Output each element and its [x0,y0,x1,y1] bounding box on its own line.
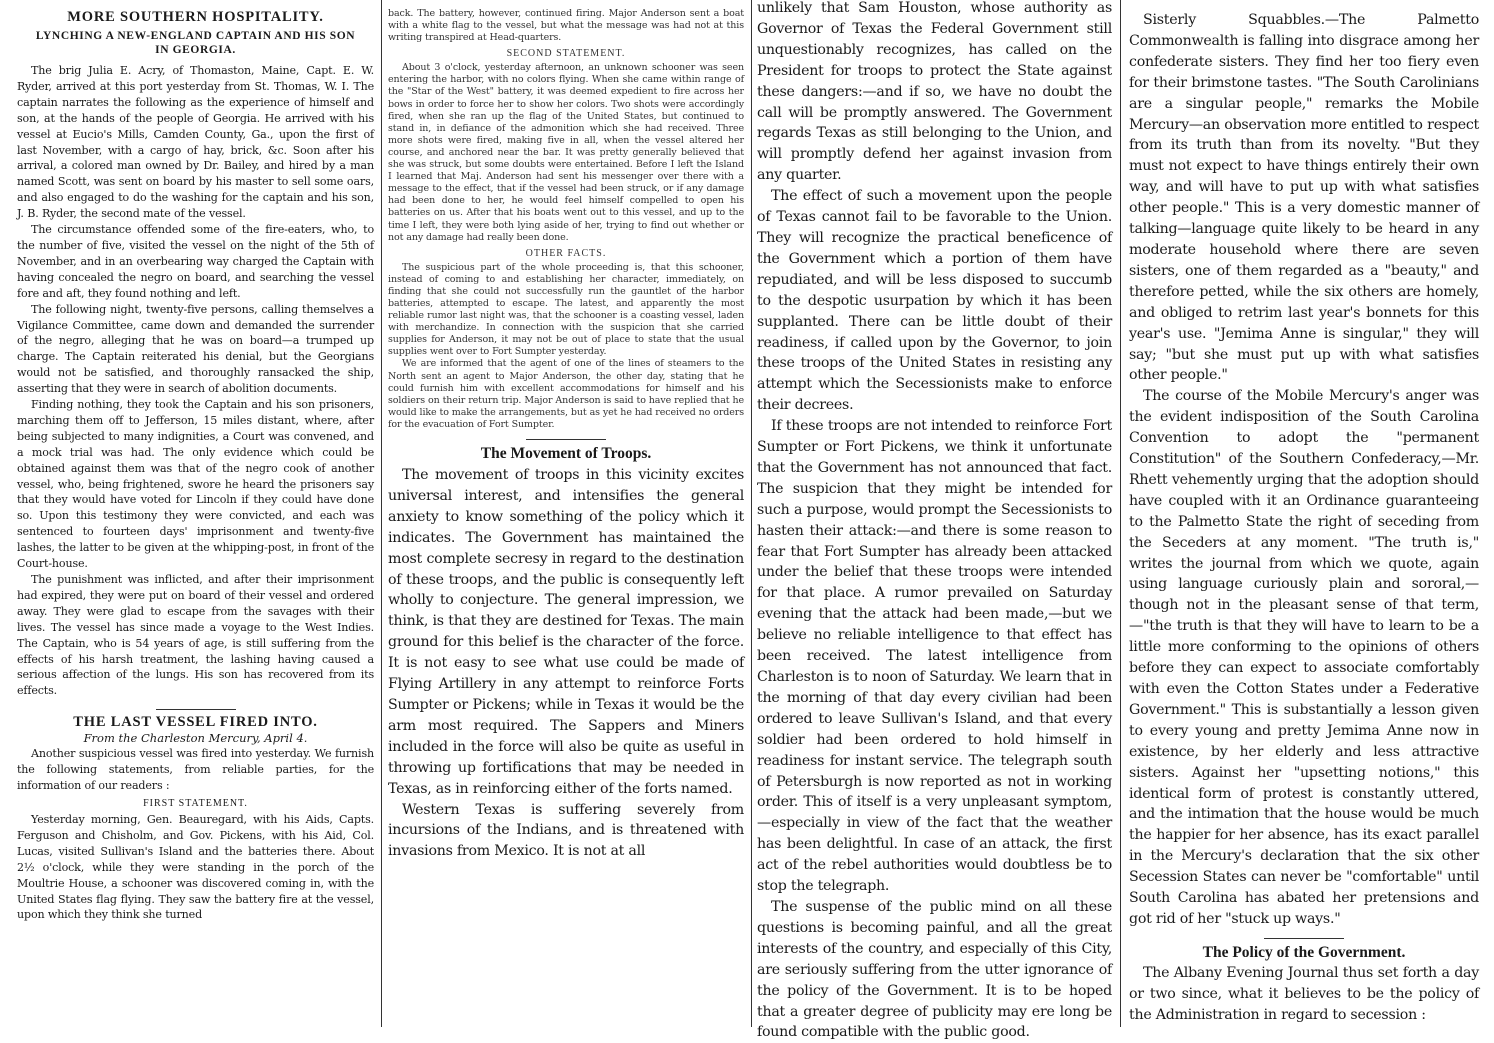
paragraph: We are informed that the agent of one of the lines of steamers to the North sent an agent to Major Anderson, the other day, stating that he could furnish him with excellent accommodations for himself and his soldiers on their return trip. Major Anderson is said to have replied that he would like to make the arrangements, but as yet he had received no orders for the evacuation of Fort Sumpter. [388,358,744,430]
article-title-last-vessel: THE LAST VESSEL FIRED INTO. [73,714,318,731]
column-1 [17,0,374,1027]
section-label-other-facts: OTHER FACTS. [525,247,607,259]
paragraph: The effect of such a movement upon the people of Texas cannot fail to be favorable to the Union. They will recognize the practical beneficence of the Government which a portion of them have repudiated, and will be less disposed to succumb to the despotic usurpation by which it has been supplanted. There can be little doubt of their readiness, if called upon by the Governor, to join these troops of the United States in resisting any attempt which the Secessionists make to enforce their decrees. [757,188,1112,414]
paragraph: The suspicious part of the whole proceeding is, that this schooner, instead of coming to and establishing her character, immediately, on finding that she could not successfully run the gauntlet of the harbor batteries, attempted to escape. The latest, and apparently the most reliable rumor last night was, that the schooner is a coasting vessel, laden with merchandize. In connection with the suspicion that she carried supplies for Anderson, it may not be out of place to state that the usual supplies went over to Fort Sumpter yesterday. [388,261,744,358]
column-rule [1120,0,1121,1027]
paragraph: unlikely that Sam Houston, whose authority as Governor of Texas the Federal Government still unquestionably recognizes, has called on the President for troops to protect the State against these dangers:—and if so, we have no doubt the call will be promptly answered. The Government regards Texas as still belonging to the Union, and will promptly defend her against invasion from any quarter. [757,0,1112,184]
paragraph: Yesterday morning, Gen. Beauregard, with his Aids, Capts. Ferguson and Chisholm, and Gov. Pickens, with his Aid, Col. Lucas, visited Sullivan's Island and the batteries there. About 2½ o'clock, while they were standing in the porch of the Moultrie House, a schooner was discovered coming in, with the United States flag flying. They saw the battery fire at the vessel, upon which they think she turned [17,812,374,922]
column-4 [1129,0,1479,1027]
article-body-sisterly-squabbles [1129,10,1479,930]
article-divider [156,709,236,710]
article-title-movement-of-troops: The Movement of Troops. [480,445,652,462]
column-2 [388,0,744,1027]
paragraph: The course of the Mobile Mercury's anger was the evident indisposition of the South Carolina Convention to adopt the "permanent Constitution" of the Southern Confederacy,—Mr. Rhett vehemently urging that the adoption should have coupled with it an Ordinance guaranteeing to the Palmetto State the right of seceding from the Seceders at any moment. "The truth is," writes the journal from which we quote, again using language curiously plain and sororal,—though not in the pleasant sense of that term,—"the truth is that they will have to learn to be a little more conforming to the opinions of others before they can expect to associate comfortably with even the Cotton States under a Federative Government." This is substantially a lesson given to every young and pretty Jemima Anne now in existence, by her elderly and less attractive sisters. Against her "upsetting notions," this identical form of protest is constantly uttered, and the intimation that the house would be much the happier for her absence, has its exact parallel in the Mercury's declaration that the six other Secession States can never be "comfortable" until South Carolina has abated her pretensions and got rid of her "stuck up ways." [1129,388,1479,927]
article-byline: From the Charleston Mercury, April 4. [83,731,308,746]
article-body-southern-hospitality [17,63,374,699]
article-body-last-vessel [17,746,374,923]
article-continued-movement-of-troops [757,0,1112,1043]
paragraph: The movement of troops in this vicinity excites universal interest, and intensifies the general anxiety to know something of the policy which it indicates. The Government has maintained the most complete secresy in regard to the destination of these troops, and the public is consequently left wholly to conjecture. The general impression, we think, is that they are destined for Texas. The main ground for this belief is the character of the force. It is not easy to see what use could be made of Flying Artillery in any attempt to reinforce Forts Sumpter or Pickens; while in Texas it would be the arm most required. The Sappers and Miners included in the force will also be quite as useful in throwing up fortifications that may be needed in Texas, as in reinforcing either of the forts named. [388,467,744,797]
paragraph: The punishment was inflicted, and after their imprisonment had expired, they were put on board of their vessel and ordered away. They were glad to escape from the savages with their lives. The vessel has since made a voyage to the West Indies. The Captain, who is 54 years of age, is still suffering from the effects of his harsh treatment, the lashing having caused a serious affection of the lungs. His son has recovered from its effects. [17,573,374,698]
article-continued-last-vessel [388,8,744,431]
article-divider [526,439,606,440]
paragraph: The circumstance offended some of the fire-eaters, who, to the number of five, visited the vessel on the night of the 5th of November, and in an overbearing way charged the Captain with having concealed the negro on board, and searching the vessel fore and aft, they found nothing and left. [17,223,374,300]
paragraph: If these troops are not intended to reinforce Fort Sumpter or Fort Pickens, we think it unfortunate that the Government has not announced that fact. The suspicion that they might be intended for such a purpose, would prompt the Secessionists to hasten their attack:—and there is some reason to fear that Fort Sumpter has already been attacked under the belief that these troops were intended for that place. A rumor prevailed on Saturday evening that the attack had been made,—but we believe no reliable intelligence to that effect has been received. The latest intelligence from Charleston is to noon of Saturday. We learn that in the morning of that day every civilian had been ordered to leave Sullivan's Island, and that every soldier had been ordered to hold himself in readiness for instant service. The telegraph south of Petersburgh is now reported as not in working order. This of itself is a very unpleasant symptom,—especially in view of the fact that the weather has been delightful. In case of an attack, the first act of the rebel authorities would doubtless be to stop the telegraph. [757,418,1112,895]
article-title-policy-of-government: The Policy of the Government. [1202,943,1406,961]
paragraph: Sisterly Squabbles.—The Palmetto Commonwealth is falling into disgrace among her confederate sisters. They find her too fiery even for their brimstone tastes. "The South Carolinians are a singular people," remarks the Mobile Mercury—an observation more entitled to respect from its truth than from its novelty. "But they must not expect to have things entirely their own way, and will have to put up with what satisfies other people." This is a very domestic manner of talking—language quite likely to be heard in any moderate household where there are seven sisters, one of them regarded as a "beauty," and therefore petted, while the six others are homely, and obliged to retrim last year's bonnets for this year's use. "Jemima Anne is singular," they will say; "but she must put up with what satisfies other people." [1129,12,1479,384]
section-label-second-statement: SECOND STATEMENT. [506,48,626,60]
paragraph: back. The battery, however, continued firing. Major Anderson sent a boat with a white flag to the vessel, but what the message was had not at this writing transpired at Head-quarters. [388,8,744,44]
paragraph: About 3 o'clock, yesterday afternoon, an unknown schooner was seen entering the harbor, with no colors flying. When she came within range of the "Star of the West" battery, it was deemed expedient to fire across her bows in order to force her to show her colors. Two shots were accordingly fired, when she ran up the flag of the United States, but continued to stand in, in defiance of the admonition which she had received. Three more shots were fired, making five in all, when the vessel altered her course, and anchored near the bar. It was pretty generally believed that she was struck, but some doubts were entertained. Before I left the Island I learned that Maj. Anderson had sent his messenger over there with a message to the effect, that if the vessel had been struck, or if any damage had been done to her, he would feel himself compelled to open his batteries on us. After that his boats went out to this vessel, and up to the time I left, they were both lying aside of her, trying to find out whether or not any damage had really been done. [388,62,744,243]
paragraph: Western Texas is suffering severely from incursions of the Indians, and is threatened with invasions from Mexico. It is not at all [388,801,744,860]
column-rule [751,0,752,1027]
article-subtitle-line-2: IN GEORGIA. [155,44,236,56]
article-body-policy-of-government [1129,963,1479,1026]
article-subtitle: LYNCHING A NEW-ENGLAND CAPTAIN AND HIS SON [35,30,356,42]
paragraph: The following night, twenty-five persons, calling themselves a Vigilance Committee, came down and demanded the surrender of the negro, alleging that he was on board—a trumped up charge. The Captain reiterated his denial, but the Georgians would not be satisfied, and thoroughly ransacked the ship, asserting that they were in search of abolition documents. [17,302,374,396]
paragraph: The Albany Evening Journal thus set forth a day or two since, what it believes to be the policy of the Administration in regard to secession : [1129,964,1479,1023]
article-title-southern-hospitality: MORE SOUTHERN HOSPITALITY. [67,9,324,25]
paragraph: Finding nothing, they took the Captain and his son prisoners, marching them off to Jefferson, 15 miles distant, where, after being subjected to many indignities, a Court was convened, and a mock trial was had. The only evidence which could be obtained against them was that of the negro cook of another vessel, who, being frightened, swore he heard the prisoners say that they would have voted for Lincoln if they could have done so. Upon this testimony they were convicted, and each was sentenced to fourteen days' imprisonment and twenty-five lashes, the latter to be given at the whipping-post, in front of the Court-house. [17,398,374,571]
paragraph: The brig Julia E. Acry, of Thomaston, Maine, Capt. E. W. Ryder, arrived at this port yesterday from St. Thomas, W. I. The captain narrates the following as the experience of himself and son, at the hands of the people of Georgia. He arrived with his vessel at Eucio's Mills, Camden County, Ga., upon the first of last November, with a cargo of hay, brick, &c. Soon after his arrival, a colored man owned by Dr. Bailey, and hired by a man named Scott, was sent on board by his master to sell some oars, and also engaged to do the washing for the captain and his son, J. B. Ryder, the second mate of the vessel. [17,64,374,221]
paragraph: The suspense of the public mind on all these questions is becoming painful, and all the great interests of the country, and especially of this City, are seriously suffering from the utter ignorance of the policy of the Government. It is to be hoped that a greater degree of publicity may ere long be found compatible with the public good. [757,898,1112,1041]
column-3 [757,0,1112,1041]
article-body-movement-of-troops [388,465,744,862]
column-rule [381,0,382,1027]
paragraph: Another suspicious vessel was fired into yesterday. We furnish the following statements, from reliable parties, for the information of our readers : [17,747,374,793]
section-label-first-statement: FIRST STATEMENT. [143,797,248,809]
article-divider [1264,938,1344,939]
